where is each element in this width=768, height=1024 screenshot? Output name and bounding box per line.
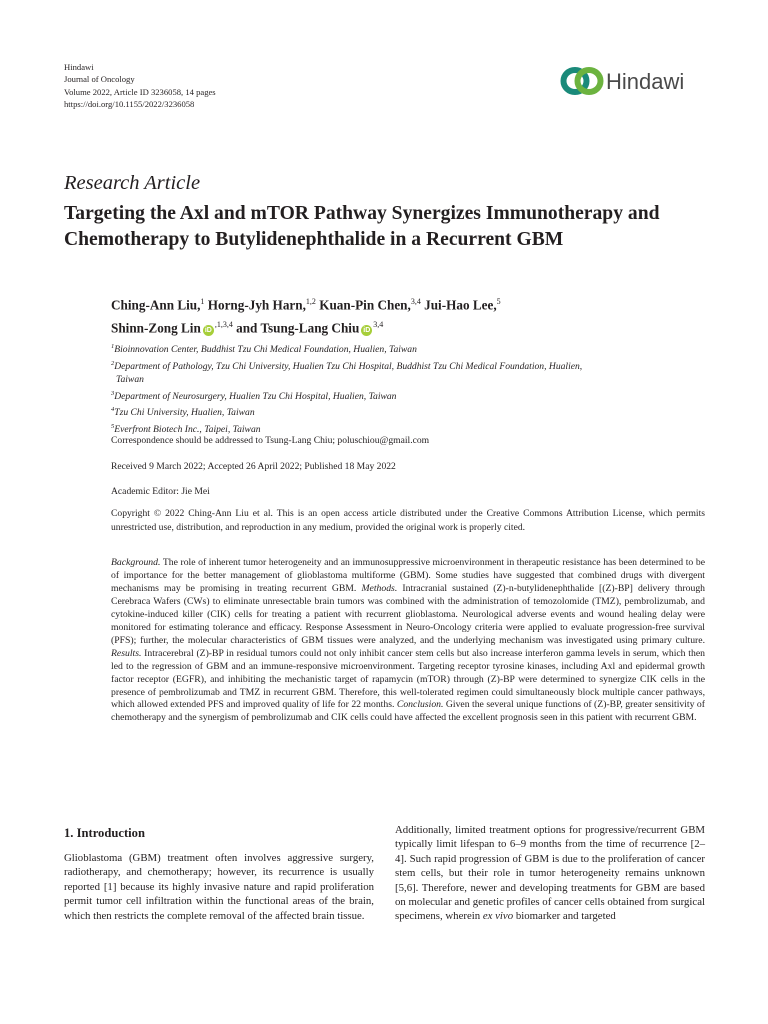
abstract-conclusion: Given the several unique functions of (Z)-BP, greater sensitivity of chemotherapy and the synergism of pembrolizumab and CIK cells could have affected the excellent prognosis seen in this patient with recurrent GBM. bbox=[111, 699, 705, 724]
abstract bbox=[111, 557, 705, 725]
author-affil-sup: 1,2 bbox=[305, 297, 316, 306]
abstract-background: The role of inherent tumor heterogeneity and an immunosuppressive microenvironment in therapeutic resistance has been determined to be of importance for the better management of glioblastoma multiforme (GBM). Some studies have suggested that combined drugs with divergent mechanisms may be promising in treating recurrent GBM. bbox=[111, 557, 705, 594]
author-name[interactable]: Horng-Jyh Harn, bbox=[207, 297, 306, 313]
abstract-results: Intracerebral (Z)-BP in residual tumors could not only inhibit cancer stem cells but also increase interferon gamma levels in serum, which then led to the regression of GBM and an immune-responsive microenvironment. Targeting receptor tyrosine kinases, including Axl and epidermal growth factor receptor (EGFR), and inhibiting the mechanistic target of rapamycin (mTOR) through (Z)-BP were determined to synergize CIK cells in the presence of pembrolizumab and TMZ in recurrent GBM. Therefore, this well-tolerated regimen could simultaneously block multiple cancer pathways, which allowed extended PFS and improved quality of life for 22 months. bbox=[111, 647, 705, 711]
affiliation-item: $^2$Department of Pathology, Tzu Chi University, Hualien Tzu Chi Hospital, Buddhist Tzu Chi Medical Foundation, Hualien, Taiwan bbox=[111, 359, 583, 386]
intro-left-column: Glioblastoma (GBM) treatment often involves aggressive surgery, radiotherapy, and chemotherapy; however, its recurrence is usually reported [1] because its highly invasive nature and rapid proliferation permit tumor cell infiltration within the functional areas of the brain, which then restricts the complete removal of the affected brain tissue. bbox=[64, 852, 374, 922]
section-heading-introduction: 1. Introduction bbox=[64, 826, 145, 840]
publisher-name: Hindawi bbox=[64, 62, 94, 72]
journal-name: Journal of Oncology bbox=[64, 74, 135, 85]
affiliation-item: $^5$Everfront Biotech Inc., Taipei, Taiwan bbox=[111, 422, 261, 435]
article-type: Research Article bbox=[64, 172, 201, 194]
author-affil-sup: 3,4 bbox=[410, 297, 421, 306]
hindawi-logo-text: Hindawi bbox=[606, 69, 685, 94]
academic-editor: Academic Editor: Jie Mei bbox=[111, 486, 210, 497]
affiliation-list bbox=[111, 340, 711, 436]
volume-line: Volume 2022, Article ID 3236058, 14 pages bbox=[64, 86, 216, 97]
hindawi-logo bbox=[560, 64, 710, 98]
intro-right-column: Additionally, limited treatment options for progressive/recurrent GBM typically limit lifespan to 6–9 months from the time of recurrence [2–4]. Such rapid progression of GBM is due to the proliferation of cancer stem cells, but their role in tumor heterogeneity remains unknown [5,6]. Therefore, newer and developing treatments for GBM are based on molecular and genetic profiles of cancer cells obtained from surgical specimens, wherein ex vivo biomarker and targeted bbox=[395, 824, 705, 923]
abstract-methods-label: Methods. bbox=[361, 582, 398, 594]
publication-dates: Received 9 March 2022; Accepted 26 April 2022; Published 18 May 2022 bbox=[111, 461, 396, 472]
author-name[interactable]: Shinn-Zong Lin bbox=[111, 320, 201, 336]
doi-link[interactable]: https://doi.org/10.1155/2022/3236058 bbox=[64, 99, 195, 110]
author-name[interactable]: Tsung-Lang Chiu bbox=[260, 320, 360, 336]
author-affil-sup: 1 bbox=[200, 297, 205, 306]
author-list bbox=[111, 292, 711, 339]
orcid-icon[interactable]: iD bbox=[363, 326, 371, 334]
article-title: Targeting the Axl and mTOR Pathway Synergizes Immunotherapy and Chemotherapy to Butylidenephthalide in a Recurrent GBM bbox=[64, 203, 660, 251]
affiliation-item: $^3$Department of Neurosurgery, Hualien Tzu Chi Hospital, Hualien, Taiwan bbox=[111, 389, 397, 402]
author-name[interactable]: Jui-Hao Lee, bbox=[424, 297, 497, 313]
abstract-background-label: Background. bbox=[111, 557, 161, 568]
abstract-methods: Intracranial sustained (Z)-n-butylidenephthalide [(Z)-BP] delivery through Cerebraca Wafers (CWs) to eliminate unresectable brain tumors was combined with the administration of temozolomide (TMZ), pembrolizumab, and cytokine-induced killer (CIK) cells for treating a patient with recurrent glioblastoma. Neurological adverse events and wound healing delay were monitored for estimating tolerance and efficacy. Response Assessment in Neuro-Oncology criteria were applied to evaluate progression-free survival (PFS); further, the molecular characteristics of GBM tissues were analyzed, and the underlying mechanism was investigated using primary culture. bbox=[111, 582, 706, 646]
abstract-results-label: Results. bbox=[111, 647, 142, 659]
affiliation-item: $^1$Bioinnovation Center, Buddhist Tzu Chi Medical Foundation, Hualien, Taiwan bbox=[111, 343, 417, 356]
author-affil-sup: 3,4 bbox=[373, 320, 384, 330]
abstract-conclusion-label: Conclusion. bbox=[396, 699, 444, 711]
author-conjunction: and bbox=[236, 320, 258, 336]
author-affil-sup: ,1,3,4 bbox=[214, 320, 233, 330]
author-affil-sup: 5 bbox=[496, 297, 501, 306]
orcid-icon[interactable]: iD bbox=[204, 326, 212, 334]
hindawi-logo-icon bbox=[560, 64, 604, 98]
correspondence-line: Correspondence should be addressed to Tsung-Lang Chiu; poluschiou@gmail.com bbox=[111, 435, 430, 446]
copyright-notice: Copyright © 2022 Ching-Ann Liu et al. This is an open access article distributed under the Creative Commons Attribution License, which permits unrestricted use, distribution, and reproduction in any medium, provided the original work is properly cited. bbox=[111, 508, 705, 533]
author-name[interactable]: Kuan-Pin Chen, bbox=[319, 297, 411, 313]
affiliation-item: $^4$Tzu Chi University, Hualien, Taiwan bbox=[111, 406, 255, 419]
author-name[interactable]: Ching-Ann Liu, bbox=[111, 297, 201, 313]
journal-header-info bbox=[64, 61, 216, 111]
